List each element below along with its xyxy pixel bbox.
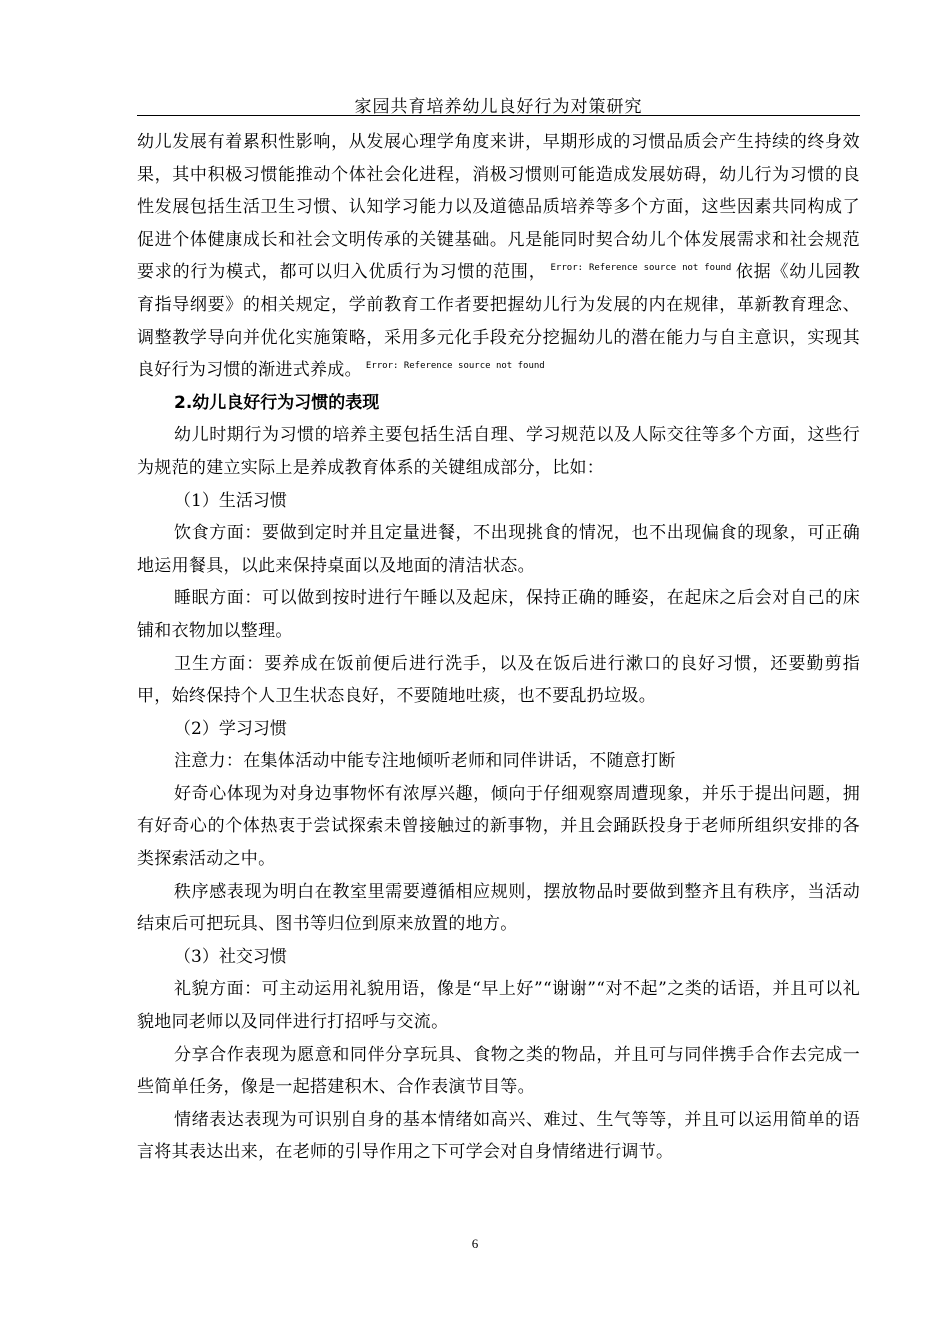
paragraph-hygiene: 卫生方面：要养成在饭前便后进行洗手，以及在饭后进行漱口的良好习惯，还要勤剪指甲，始终保持个人卫生状态良好，不要随地吐痰，也不要乱扔垃圾。 [137, 653, 860, 707]
reference-error: Error: Reference source not found [550, 263, 732, 274]
subheading-social-habits: （3）社交习惯 [174, 946, 287, 967]
paragraph-sharing: 分享合作表现为愿意和同伴分享玩具、食物之类的物品，并且可与同伴携手合作去完成一些简单任务，像是一起搭建积木、合作表演节目等。 [137, 1044, 860, 1098]
reference-error: Error: Reference source not found [365, 361, 545, 372]
header-rule [137, 115, 860, 116]
paragraph-intro: 幼儿时期行为习惯的培养主要包括生活自理、学习规范以及人际交往等多个方面，这些行为规范的建立实际上是养成教育体系的关键组成部分，比如： [137, 425, 860, 478]
paragraph-diet: 饮食方面：要做到定时并且定量进餐，不出现挑食的情况，也不出现偏食的现象，可正确地运用餐具，以此来保持桌面以及地面的清洁状态。 [137, 523, 860, 576]
subheading-learning-habits: （2）学习习惯 [174, 718, 287, 739]
paragraph-emotion: 情绪表达表现为可识别自身的基本情绪如高兴、难过、生气等等，并且可以运用简单的语言将其表达出来，在老师的引导作用之下可学会对自身情绪进行调节。 [137, 1109, 860, 1163]
paragraph-curiosity: 好奇心体现为对身边事物怀有浓厚兴趣，倾向于仔细观察周遭现象，并乐于提出问题，拥有好奇心的个体热衷于尝试探索未曾接触过的新事物，并且会踊跃投身于老师所组织安排的各类探索活动之中。 [137, 783, 860, 870]
paragraph-text: 幼儿发展有着累积性影响，从发展心理学角度来讲，早期形成的习惯品质会产生持续的终身效果，其中积极习惯能推动个体社会化进程，消极习惯则可能造成发展妨碍，幼儿行为习惯的良性发展包括生活卫生习惯、认知学习能力以及道德品质培养等多个方面，这些因素共同构成了促进个体健康成长和社会文明传承的关键基础。凡是能同时契合幼儿个体发展需求和社会规范要求的行为模式，都可以归入优质行为习惯的范围， [137, 132, 860, 283]
page-number: 6 [471, 1236, 479, 1251]
running-header: 家园共育培养幼儿良好行为对策研究 [354, 97, 643, 117]
paragraph-sleep: 睡眠方面：可以做到按时进行午睡以及起床，保持正确的睡姿，在起床之后会对自己的床铺和衣物加以整理。 [137, 588, 860, 641]
section-heading: 2.幼儿良好行为习惯的表现 [174, 392, 380, 413]
paragraph-order: 秩序感表现为明白在教室里需要遵循相应规则，摆放物品时要做到整齐且有秩序，当活动结束后可把玩具、图书等归位到原来放置的地方。 [137, 881, 860, 935]
paragraph-attention: 注意力：在集体活动中能专注地倾听老师和同伴讲话，不随意打断 [174, 751, 676, 772]
paragraph-text: 依据《幼儿园教育指导纲要》的相关规定，学前教育工作者要把握幼儿行为发展的内在规律，革新教育理念、调整教学导向并优化实施策略，采用多元化手段充分挖掘幼儿的潜在能力与自主意识，实现其良好行为习惯的渐进式养成。 [137, 262, 860, 381]
paragraph-manners: 礼貌方面：可主动运用礼貌用语，像是“早上好”“谢谢”“对不起”之类的话语，并且可以礼貌地同老师以及同伴进行打招呼与交流。 [137, 979, 860, 1033]
subheading-life-habits: （1）生活习惯 [174, 490, 287, 511]
document-body [137, 126, 860, 1169]
paragraph-habit-development [137, 126, 860, 387]
